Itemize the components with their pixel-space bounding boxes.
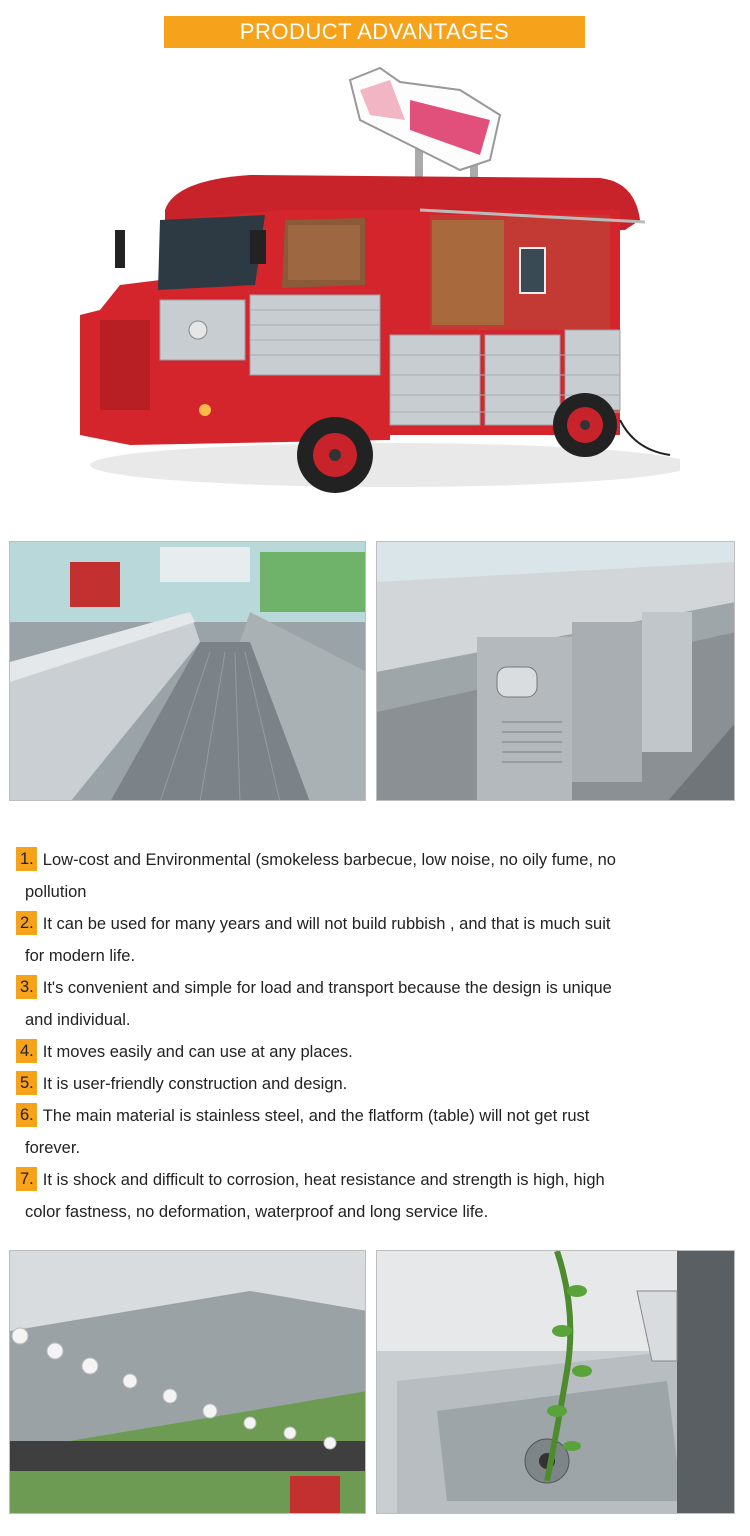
item-text-continued: pollution (25, 883, 87, 901)
item-text: It's convenient and simple for load and transport because the design is unique (42, 979, 612, 997)
list-item (16, 844, 716, 908)
list-item (16, 1164, 716, 1228)
roof-sign (350, 68, 500, 185)
ceiling-lights-photo (9, 1250, 366, 1514)
list-item (16, 1068, 716, 1100)
item-number: 7. (16, 1167, 37, 1191)
item-number: 2. (16, 911, 37, 935)
banner-title: PRODUCT ADVANTAGES (239, 19, 510, 44)
fridge-counter-photo (376, 541, 735, 801)
item-text: Low-cost and Environmental (smokeless barbecue, low noise, no oily fume, no (42, 851, 616, 869)
item-text-continued: color fastness, no deformation, waterproof and long service life. (25, 1203, 489, 1221)
sink-photo (376, 1250, 735, 1514)
wheel-front (297, 417, 373, 493)
item-text: It moves easily and can use at any places. (42, 1043, 353, 1061)
interior-counter-photo (9, 541, 366, 801)
wheel-rear (553, 393, 617, 457)
item-number: 1. (16, 847, 37, 871)
item-text: It is shock and difficult to corrosion, heat resistance and strength is high, high (42, 1171, 605, 1189)
item-text: It is user-friendly construction and design. (42, 1075, 348, 1093)
food-truck-image (60, 60, 680, 510)
list-item (16, 972, 716, 1036)
item-text-continued: and individual. (25, 1011, 131, 1029)
item-text-continued: forever. (25, 1139, 81, 1157)
section-banner (164, 16, 585, 48)
list-item (16, 908, 716, 972)
item-text-continued: for modern life. (25, 947, 136, 965)
list-item (16, 1036, 716, 1068)
list-item (16, 1100, 716, 1164)
item-number: 3. (16, 975, 37, 999)
item-text: It can be used for many years and will not build rubbish , and that is much suit (42, 915, 611, 933)
item-text: The main material is stainless steel, and the flatform (table) will not get rust (42, 1107, 590, 1125)
item-number: 5. (16, 1071, 37, 1095)
advantages-list (16, 844, 716, 1228)
item-number: 6. (16, 1103, 37, 1127)
item-number: 4. (16, 1039, 37, 1063)
